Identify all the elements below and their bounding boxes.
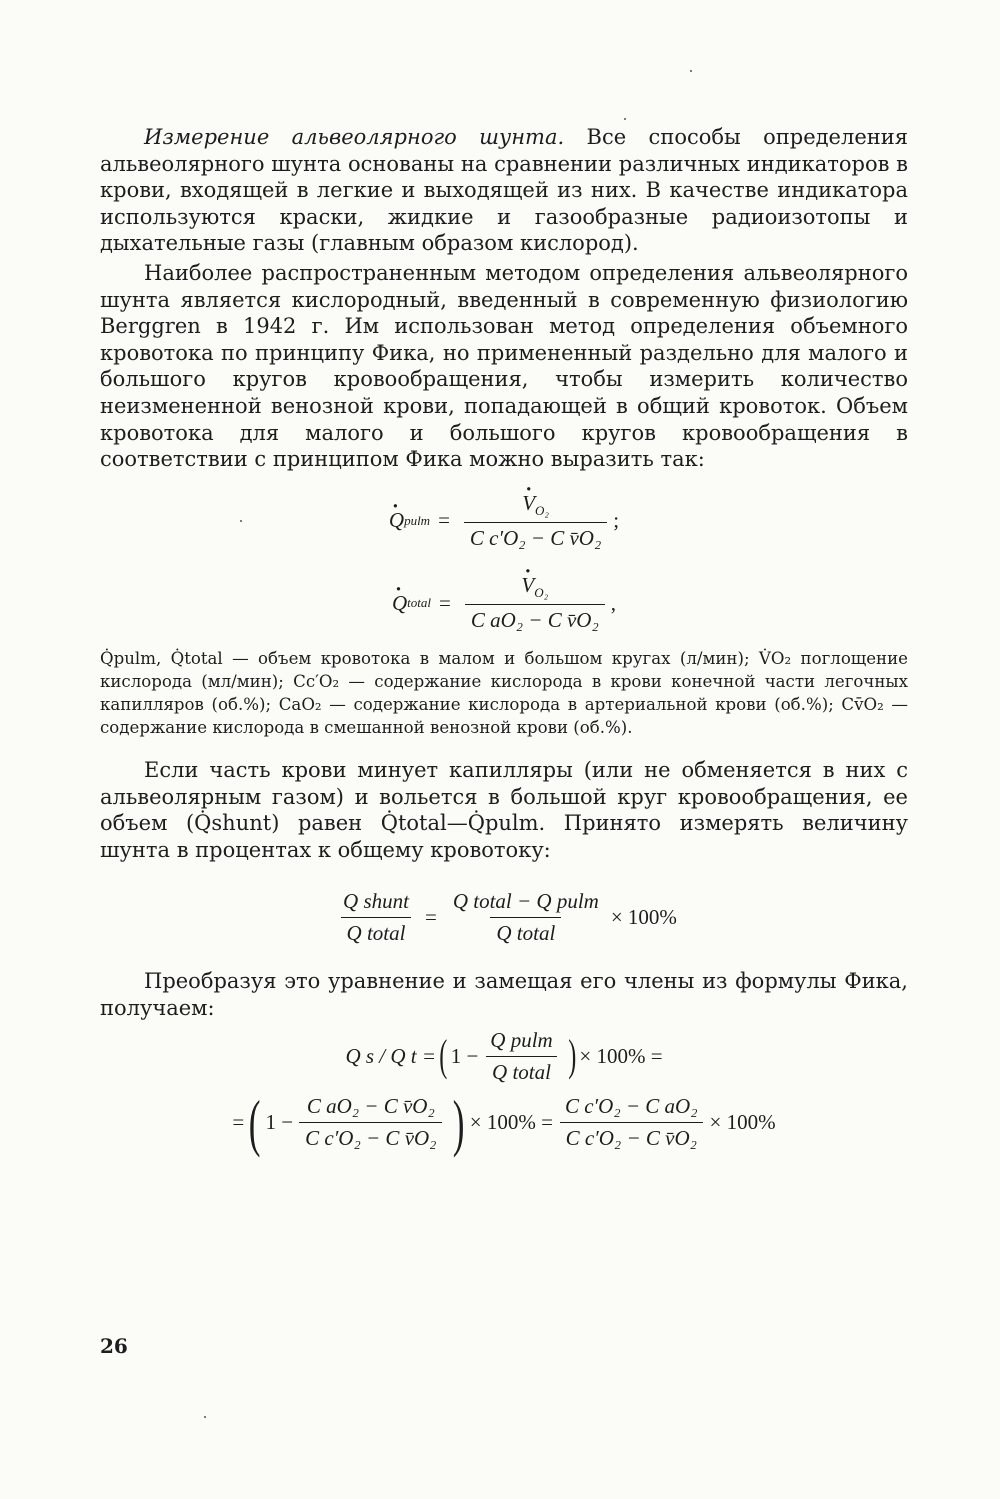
formula-q-pulm: · Q pulm = · $\frac{V_{O_2}}{\text{C c′O₂ − C v̄O₂}}$ ;: [100, 491, 908, 551]
formula-shunt-fraction: $\frac{\text{Q shunt}}{\text{Q total}}$ = $\frac{\text{Q total − Q pulm}}{\text{Q total}}$ × 100%: [100, 889, 908, 946]
paragraph-4: Преобразуя это уравнение и замещая его члены из формулы Фика, получаем:: [100, 969, 908, 1021]
section-title: Измерение альвеолярного шунта.: [144, 125, 565, 149]
legend-note: Q̇pulm, Q̇total — объем кровотока в малом и большом кругах (л/мин); V̇O₂ поглощение кислорода (мл/мин); Cc′O₂ — содержание кислорода в крови конечной части легочных капилляров (об.%); CaO₂ — содержание кислорода в артериальной крови (об.%); Cv̄O₂ — содержание кислорода в смешанной венозной крови (об.%).: [100, 649, 908, 738]
scan-speck: [240, 520, 242, 522]
paragraph-3: Если часть крови минует капилляры (или не обменяется в них с альвеолярным газом) и вольется в большой круг кровообращения, ее объем (Q̇shunt) равен Q̇total—Q̇pulm. Принято измерять величину шунта в процентах к общему кровотоку:: [100, 758, 908, 862]
scan-speck: [204, 1416, 206, 1418]
formula-qs-qt: Q s / Q t = ( 1 − $\frac{\text{Q pulm}}{\text{Q total}}$ ) × 100% =: [345, 1027, 663, 1084]
scan-speck: [690, 70, 692, 72]
paragraph-2: Наиболее распространенным методом определения альвеолярного шунта является кислородный, введенный в современную физиологию Berggren в 1942 г. Им использован метод определения объемного кровотока по принципу Фика, но примененный раздельно для малого и большого кругов кровообращения, чтобы измерить количество неизмененной венозной крови, попадающей в общий кровоток. Объем кровотока для малого и большого кругов кровообращения в соответствии с принципом Фика можно выразить так:: [100, 260, 908, 472]
formula-substituted: = ( 1 − $\frac{\text{C aO₂ − C v̄O₂}}{\text{C c′O₂ − C v̄O₂}}$ ) × 100% = $\frac{\text{C c′O₂ − C aO₂}}{\text{C c′O₂ − C v̄O₂}}$ × 100%: [232, 1086, 776, 1158]
page-number: 26: [100, 1334, 128, 1358]
page-body: [100, 124, 908, 1158]
scan-speck: [624, 118, 626, 120]
formula-q-total: · Q total = · $\frac{V_{O_2}}{\text{C aO₂ − C v̄O₂}}$ ,: [100, 573, 908, 633]
paragraph-1: Измерение альвеолярного шунта. Все способы определения альвеолярного шунта основаны на сравнении различных индикаторов в крови, входящей в легкие и выходящей из них. В качестве индикатора используются краски, жидкие и газообразные радиоизотопы и дыхательные газы (главным образом кислород).: [100, 125, 908, 256]
